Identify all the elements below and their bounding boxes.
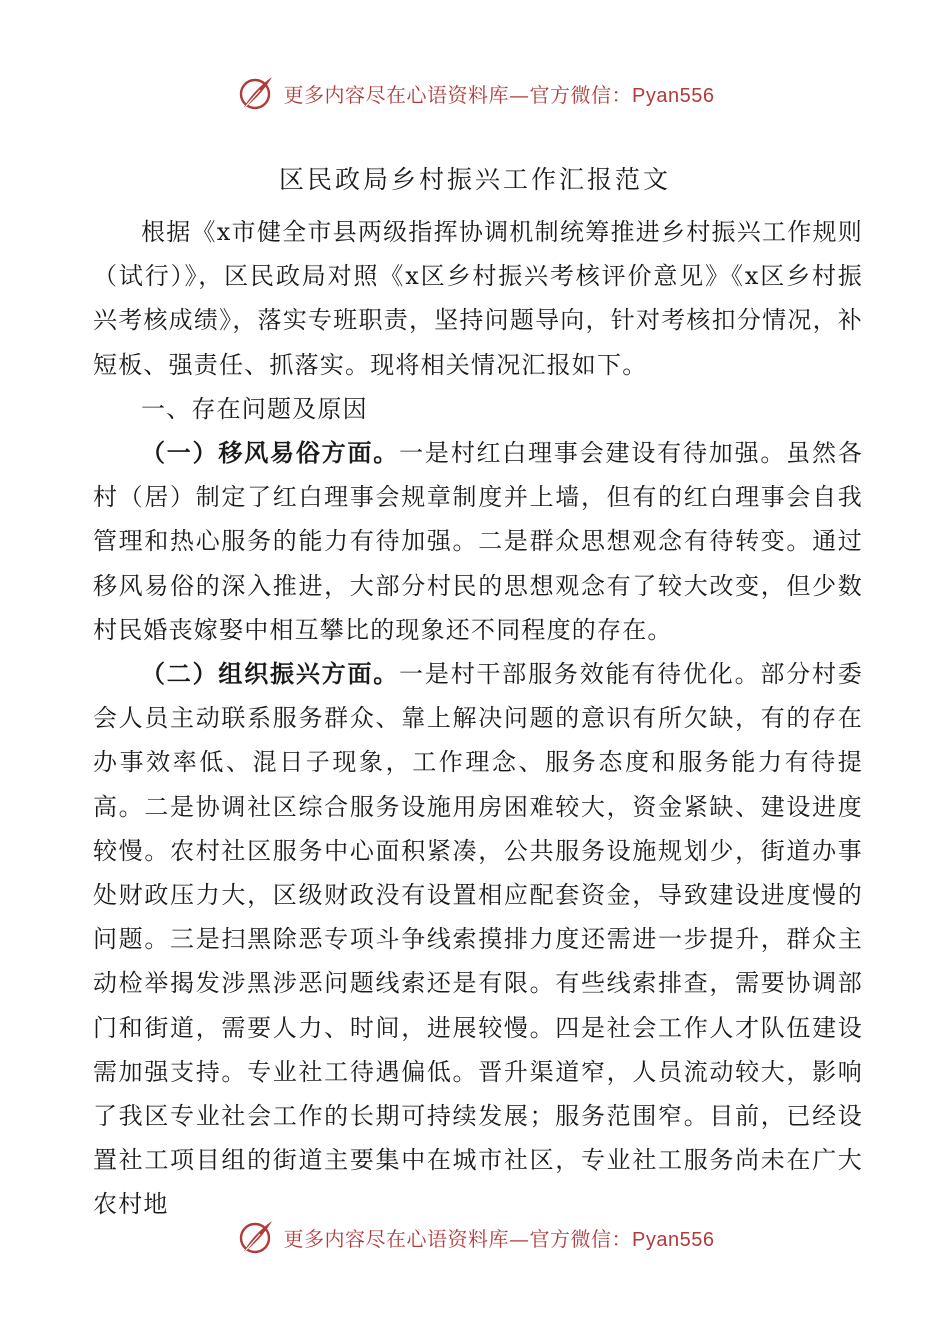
subsection-text-customs: 一是村红白理事会建设有待加强。虽然各村（居）制定了红白理事会规章制度并上墙，但有的红白理事会自我管理和热心服务的能力有待加强。二是群众思想观念有待转变。通过移风易俗的深入推进，大部分村民的思想观念有了较大改变，但少数村民婚丧嫁娶中相互攀比的现象还不同程度的存在。	[93, 439, 863, 644]
watermark-header	[0, 70, 950, 116]
quill-logo-icon	[236, 73, 276, 113]
document-title: 区民政局乡村振兴工作汇报范文	[278, 165, 671, 194]
paragraph-organization	[93, 652, 863, 1227]
subsection-text-organization: 一是村干部服务效能有待优化。部分村委会人员主动联系服务群众、靠上解决问题的意识有所欠缺，有的存在办事效率低、混日子现象，工作理念、服务态度和服务能力有待提高。二是协调社区综合服务设施用房困难较大，资金紧缺、建设进度较慢。农村社区服务中心面积紧凑，公共服务设施规划少，街道办事处财政压力大，区级财政没有设置相应配套资金，导致建设进度慢的问题。三是扫黑除恶专项斗争线索摸排力度还需进一步提升，群众主动检举揭发涉黑涉恶问题线索还是有限。有些线索排查，需要协调部门和街道，需要人力、时间，进展较慢。四是社会工作人才队伍建设需加强支持。专业社工待遇偏低。晋升渠道窄，人员流动较大，影响了我区专业社会工作的长期可持续发展；服务范围窄。目前，已经设置社工项目组的街道主要集中在城市社区，专业社工服务尚未在广大农村地	[93, 660, 863, 1219]
document-body	[93, 210, 863, 1227]
wechat-id: Pyan556	[632, 1228, 715, 1251]
wechat-id: Pyan556	[632, 84, 715, 107]
subsection-label-customs: （一）移风易俗方面。	[141, 438, 400, 468]
intro-paragraph: 根据《x市健全市县两级指挥协调机制统筹推进乡村振兴工作规则（试行）》，区民政局对照《x区乡村振兴考核评价意见》《x区乡村振兴考核成绩》，落实专班职责，坚持问题导向，针对考核扣分情况，补短板、强责任、抓落实。现将相关情况汇报如下。	[93, 218, 863, 379]
watermark-footer	[0, 1214, 950, 1260]
paragraph-customs	[93, 431, 863, 652]
watermark-text: 更多内容尽在心语资料库—官方微信：Pyan556	[283, 82, 715, 107]
subsection-label-organization: （二）组织振兴方面。	[141, 659, 400, 689]
watermark-text: 更多内容尽在心语资料库—官方微信：Pyan556	[283, 1226, 715, 1251]
quill-logo-icon	[236, 1217, 276, 1257]
section-heading-problems: 一、存在问题及原因	[141, 394, 368, 423]
